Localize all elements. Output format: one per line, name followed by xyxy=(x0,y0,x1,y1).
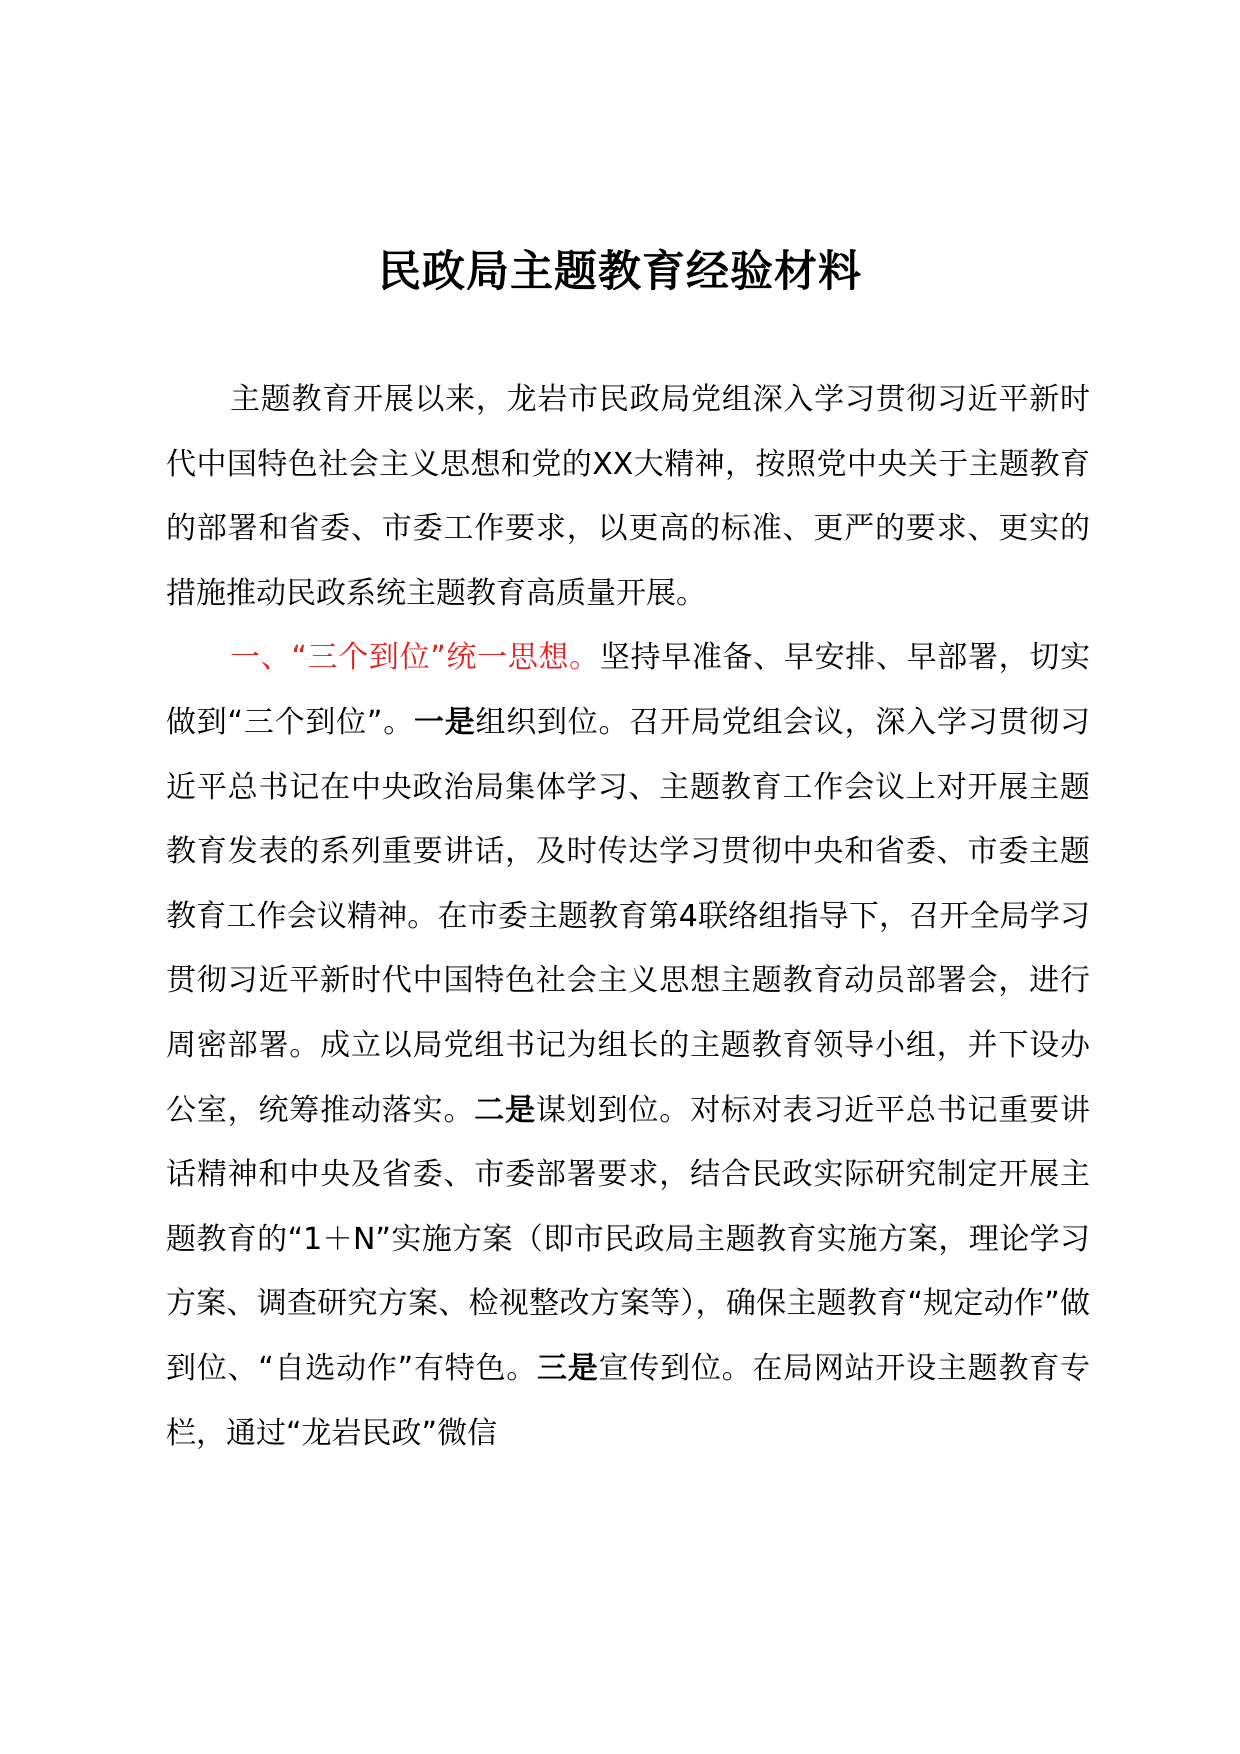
document-body xyxy=(166,368,1090,1466)
intro-paragraph: 主题教育开展以来，龙岩市民政局党组深入学习贯彻习近平新时代中国特色社会主义思想和党的XX大精神，按照党中央关于主题教育的部署和省委、市委工作要求，以更高的标准、更严的要求、更实的措施推动民政系统主题教育高质量开展。 xyxy=(166,382,1090,611)
point-1-label: 一是 xyxy=(413,704,476,740)
document-title: 民政局主题教育经验材料 xyxy=(378,247,862,297)
point-2-label: 二是 xyxy=(474,1092,536,1128)
section-1-lead: 坚持早准备、早安排、早部署，切实做到“三个到位”。 xyxy=(166,640,1091,740)
point-3-label: 三是 xyxy=(537,1350,599,1386)
point-1-text: 组织到位。召开局党组会议，深入学习贯彻习近平总书记在中央政治局集体学习、主题教育工作会议上对开展主题教育发表的系列重要讲话，及时传达学习贯彻中央和省委、市委主题教育工作会议精神。在市委主题教育第4联络组指导下，召开全局学习贯彻习近平新时代中国特色社会主义思想主题教育动员部署会，进行周密部署。成立以局党组书记为组长的主题教育领导小组，并下设办公室，统筹推动落实。 xyxy=(166,704,1091,1128)
point-2-text: 谋划到位。对标对表习近平总书记重要讲话精神和中央及省委、市委部署要求，结合民政实际研究制定开展主题教育的“1＋N”实施方案（即市民政局主题教育实施方案，理论学习方案、调查研究方案、检视整改方案等），确保主题教育“规定动作”做到位、“自选动作”有特色。 xyxy=(166,1092,1091,1386)
point-3-text: 宣传到位。在局网站开设主题教育专栏，通过“龙岩民政”微信 xyxy=(166,1350,1090,1451)
section-1-paragraph xyxy=(166,626,1090,1466)
section-1-heading: 一、“三个到位”统一思想。 xyxy=(230,640,600,676)
